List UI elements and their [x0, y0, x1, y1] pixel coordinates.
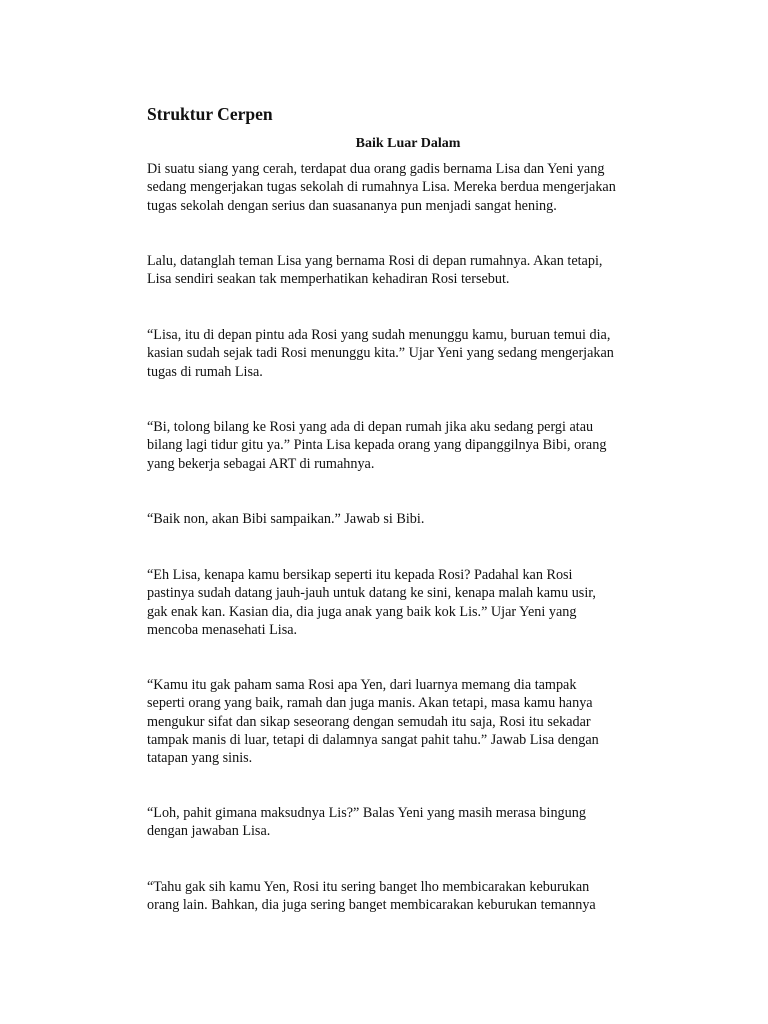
story-paragraph — [147, 676, 667, 767]
paragraph-line: tugas sekolah dengan serius dan suasananya pun menjadi sangat hening. — [147, 197, 557, 214]
paragraph-line: “Baik non, akan Bibi sampaikan.” Jawab si Bibi. — [147, 511, 425, 527]
paragraph-line: sedang mengerjakan tugas sekolah di rumahnya Lisa. Mereka berdua mengerjakan — [147, 179, 616, 196]
paragraph-line: dengan jawaban Lisa. — [147, 823, 271, 840]
paragraph-line: “Lisa, itu di depan pintu ada Rosi yang sudah menunggu kamu, buruan temui dia, — [147, 327, 611, 343]
story-paragraph — [147, 804, 667, 841]
paragraph-line: orang lain. Bahkan, dia juga sering banget membicarakan keburukan temannya — [147, 897, 596, 914]
story-paragraph — [147, 160, 667, 215]
paragraph-line: pastinya sudah datang jauh-jauh untuk datang ke sini, kenapa malah kamu usir, — [147, 585, 596, 602]
paragraph-line: seperti orang yang baik, ramah dan juga manis. Akan tetapi, masa kamu hanya — [147, 695, 593, 712]
story-paragraph — [147, 418, 667, 473]
story-paragraph — [147, 878, 667, 915]
story-paragraph — [147, 510, 667, 528]
paragraph-line: kasian sudah sejak tadi Rosi menunggu kita.” Ujar Yeni yang sedang mengerjakan — [147, 345, 614, 362]
story-paragraph — [147, 326, 667, 381]
story-title: Baik Luar Dalam — [355, 136, 461, 151]
paragraph-line: bilang lagi tidur gitu ya.” Pinta Lisa kepada orang yang dipanggilnya Bibi, orang — [147, 437, 607, 454]
document-heading: Struktur Cerpen — [147, 104, 273, 124]
paragraph-line: Lalu, datanglah teman Lisa yang bernama Rosi di depan rumahnya. Akan tetapi, — [147, 253, 603, 269]
paragraph-line: “Tahu gak sih kamu Yen, Rosi itu sering banget lho membicarakan keburukan — [147, 879, 590, 895]
paragraph-line: tatapan yang sinis. — [147, 750, 253, 767]
paragraph-line: “Eh Lisa, kenapa kamu bersikap seperti itu kepada Rosi? Padahal kan Rosi — [147, 567, 573, 583]
paragraph-line: “Kamu itu gak paham sama Rosi apa Yen, dari luarnya memang dia tampak — [147, 677, 577, 693]
paragraph-line: tampak manis di luar, tetapi di dalamnya sangat pahit tahu.” Jawab Lisa dengan — [147, 731, 599, 748]
paragraph-line: mencoba menasehati Lisa. — [147, 621, 298, 638]
paragraph-line: mengukur sifat dan sikap seseorang dengan semudah itu saja, Rosi itu sekadar — [147, 713, 591, 730]
paragraph-line: Di suatu siang yang cerah, terdapat dua orang gadis bernama Lisa dan Yeni yang — [147, 161, 605, 177]
story-paragraph — [147, 252, 667, 289]
story-paragraph — [147, 566, 667, 639]
paragraph-line: gak enak kan. Kasian dia, dia juga anak yang baik kok Lis.” Ujar Yeni yang — [147, 603, 577, 620]
paragraph-line: Lisa sendiri seakan tak memperhatikan kehadiran Rosi tersebut. — [147, 271, 510, 288]
paragraph-line: “Bi, tolong bilang ke Rosi yang ada di depan rumah jika aku sedang pergi atau — [147, 419, 594, 435]
paragraph-line: tugas di rumah Lisa. — [147, 363, 263, 380]
paragraph-line: “Loh, pahit gimana maksudnya Lis?” Balas Yeni yang masih merasa bingung — [147, 805, 586, 821]
paragraph-line: yang bekerja sebagai ART di rumahnya. — [147, 455, 375, 472]
